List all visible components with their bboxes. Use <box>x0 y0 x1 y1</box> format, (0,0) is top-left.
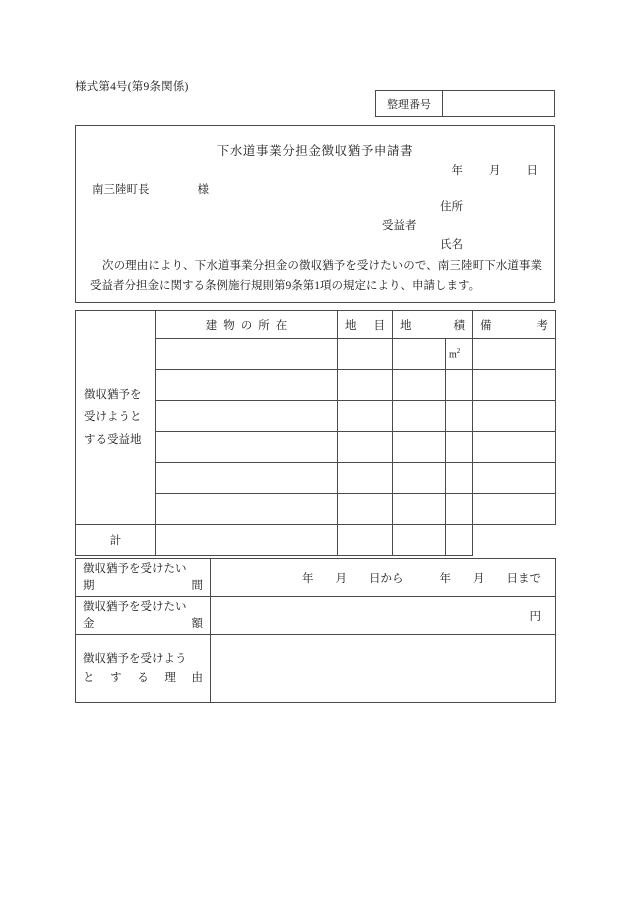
cell-area-unit[interactable] <box>446 494 473 525</box>
beneficiary-section <box>304 198 534 254</box>
reason-label-c5: 由 <box>191 671 203 684</box>
cell-area[interactable] <box>393 494 446 525</box>
lower-fields-table <box>75 558 556 703</box>
header-location <box>156 311 338 339</box>
header-category-c2: 目 <box>373 319 385 332</box>
cell-area-unit[interactable] <box>446 401 473 432</box>
period-value-cell[interactable] <box>211 559 556 597</box>
cell-area[interactable] <box>393 339 446 370</box>
cell-area-unit <box>446 339 473 370</box>
cell-category[interactable] <box>338 401 393 432</box>
reference-number-label: 整理番号 <box>376 91 443 116</box>
total-area-unit[interactable] <box>393 525 446 556</box>
period-to-day: 日まで <box>506 572 541 585</box>
cell-location[interactable] <box>156 432 338 463</box>
header-category <box>338 311 393 339</box>
cell-area-unit[interactable] <box>446 463 473 494</box>
date-month-label: 月 <box>489 165 501 177</box>
date-day-label: 日 <box>526 165 538 177</box>
cell-location[interactable] <box>156 463 338 494</box>
addressee-line <box>92 181 209 197</box>
period-label-line1: 徴収猶予を受けたい <box>83 562 187 575</box>
reason-label-c2: す <box>110 671 122 684</box>
amount-label-line1: 徴収猶予を受けたい <box>83 600 187 613</box>
land-row-label-cell <box>76 311 156 525</box>
beneficiary-name-label[interactable]: 氏名 <box>440 239 463 251</box>
header-remark <box>473 311 556 339</box>
cell-area[interactable] <box>393 463 446 494</box>
header-location-c3: の <box>240 319 259 332</box>
reason-label-c3: る <box>137 671 149 684</box>
reference-number-input[interactable] <box>443 91 554 116</box>
header-remark-c2: 考 <box>536 319 548 332</box>
land-label-line-3: する受益地 <box>84 433 142 446</box>
cell-remark[interactable] <box>473 401 556 432</box>
amount-label-kanji-right: 額 <box>191 617 203 630</box>
cell-remark[interactable] <box>473 432 556 463</box>
reason-label-line1: 徴収猶予を受けよう <box>83 653 187 666</box>
form-number-label: 様式第4号(第9条関係) <box>75 81 189 93</box>
header-area <box>393 311 473 339</box>
period-from-day: 日から <box>369 572 404 585</box>
reason-label-c4: 理 <box>164 671 176 684</box>
total-label: 計 <box>76 525 156 556</box>
cell-category[interactable] <box>338 494 393 525</box>
cell-location[interactable] <box>156 401 338 432</box>
cell-location[interactable] <box>156 370 338 401</box>
header-block <box>75 125 555 303</box>
period-label-cell <box>76 559 211 597</box>
amount-row <box>76 597 556 635</box>
header-category-c1: 地 <box>345 319 357 332</box>
area-unit-exponent: 2 <box>456 347 461 356</box>
cell-category[interactable] <box>338 339 393 370</box>
period-to-year: 年 <box>439 572 451 585</box>
cell-remark[interactable] <box>473 370 556 401</box>
period-from-month: 月 <box>335 572 347 585</box>
period-from-year: 年 <box>302 572 314 585</box>
cell-remark[interactable] <box>473 494 556 525</box>
header-location-c5: 在 <box>275 319 294 332</box>
beneficiary-address-label[interactable]: 住所 <box>440 201 463 213</box>
total-remark[interactable] <box>446 525 473 556</box>
addressee-name: 南三陸町長 <box>92 184 150 196</box>
cell-category[interactable] <box>338 432 393 463</box>
reference-number-box <box>375 90 555 117</box>
period-label-kanji-left: 期 <box>83 579 95 592</box>
application-body-text: 次の理由により、下水道事業分担金の徴収猶予を受けたいので、南三陸町下水道事業受益者分担金に関する条例施行規則第9条第1項の規定により、申請します。 <box>90 260 542 293</box>
table-total-row <box>76 525 556 556</box>
total-area[interactable] <box>338 525 393 556</box>
header-location-c2: 物 <box>223 319 241 332</box>
header-area-c1: 地 <box>400 319 412 332</box>
cell-area[interactable] <box>393 432 446 463</box>
cell-location[interactable] <box>156 494 338 525</box>
reason-label-cell <box>76 635 211 703</box>
area-unit-text: m <box>449 349 457 361</box>
reason-value-cell[interactable] <box>211 635 556 703</box>
period-row <box>76 559 556 597</box>
period-label-kanji-right: 間 <box>191 579 203 592</box>
period-to-month: 月 <box>473 572 485 585</box>
header-remark-c1: 備 <box>480 319 492 332</box>
land-label-line-2: 受けようと <box>84 411 142 424</box>
cell-remark[interactable] <box>473 339 556 370</box>
total-category[interactable] <box>156 525 338 556</box>
cell-area-unit[interactable] <box>446 370 473 401</box>
land-label-line-1: 徴収猶予を <box>84 388 142 401</box>
header-location-c4: 所 <box>258 319 276 332</box>
beneficiary-land-table <box>75 310 556 556</box>
cell-location[interactable] <box>156 339 338 370</box>
beneficiary-label: 受益者 <box>382 220 417 232</box>
date-year-label: 年 <box>451 165 463 177</box>
cell-category[interactable] <box>338 463 393 494</box>
reason-label-c1: と <box>83 671 95 684</box>
cell-area[interactable] <box>393 370 446 401</box>
amount-label-kanji-left: 金 <box>83 617 95 630</box>
table-header-row <box>76 311 556 339</box>
cell-category[interactable] <box>338 370 393 401</box>
amount-value-cell[interactable] <box>211 597 556 635</box>
cell-remark[interactable] <box>473 463 556 494</box>
page-title: 下水道事業分担金徴収猶予申請書 <box>216 144 414 158</box>
cell-area[interactable] <box>393 401 446 432</box>
header-location-c1: 建 <box>205 319 224 332</box>
amount-currency: 円 <box>529 610 541 623</box>
cell-area-unit[interactable] <box>446 432 473 463</box>
amount-label-cell <box>76 597 211 635</box>
header-area-c2: 積 <box>453 319 465 332</box>
application-date[interactable] <box>452 162 539 178</box>
addressee-honorific: 様 <box>197 184 209 196</box>
reason-row <box>76 635 556 703</box>
